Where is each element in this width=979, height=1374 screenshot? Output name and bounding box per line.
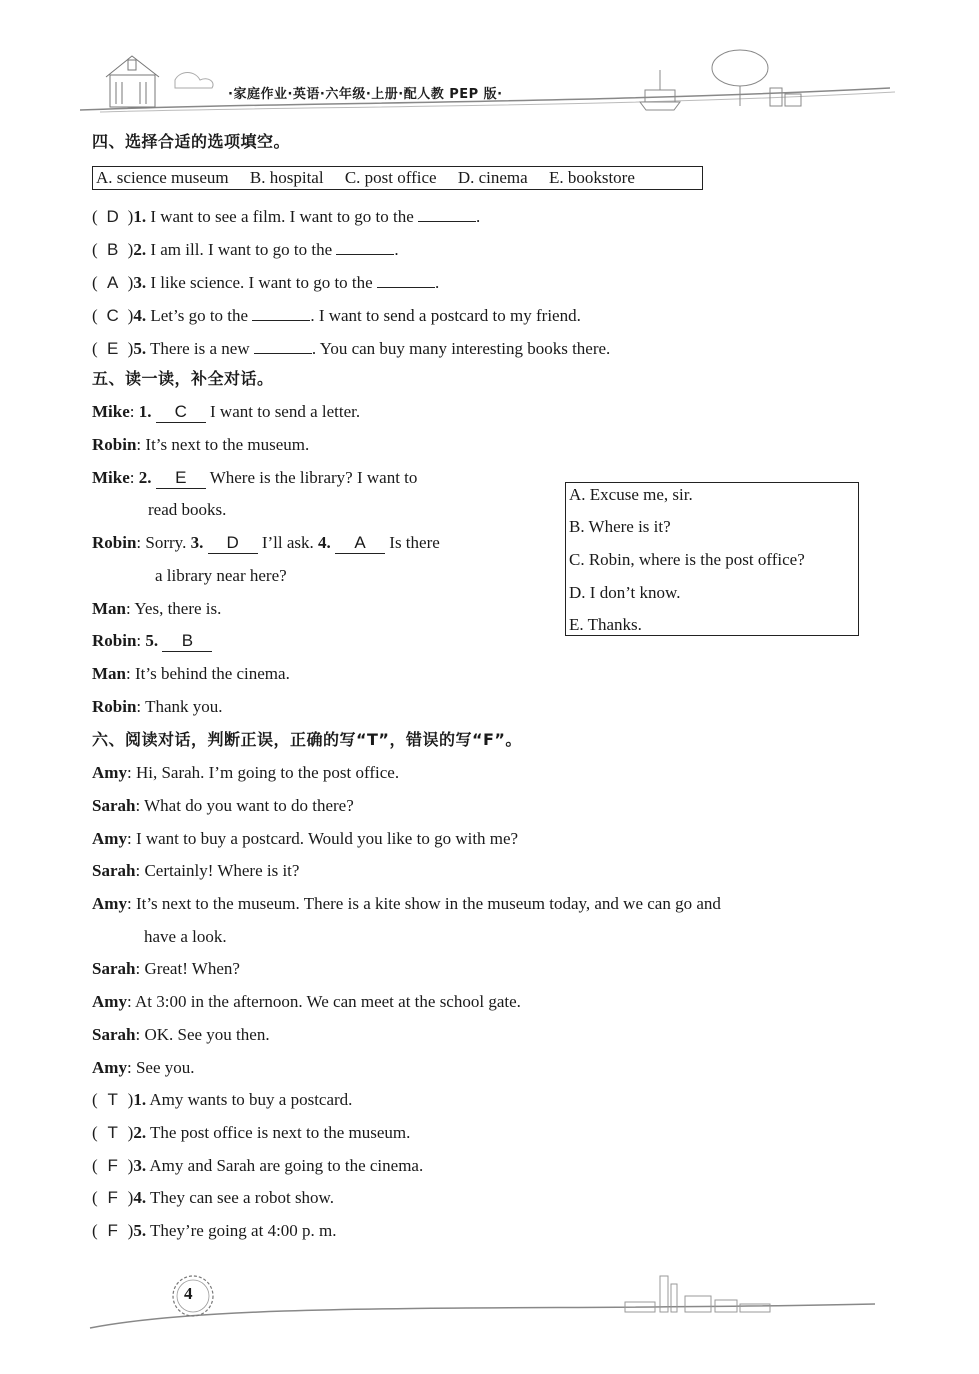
question-text: I like science. I want to go to the: [146, 273, 377, 292]
dialogue-line: Sarah: What do you want to do there?: [92, 796, 354, 815]
header-decoration: [80, 40, 900, 120]
speaker: Sarah: [92, 1025, 136, 1044]
dialogue-line: Robin: It’s next to the museum.: [92, 435, 310, 454]
footer-decoration: [85, 1260, 885, 1340]
section6-title: 六、阅读对话，判断正误，正确的写“T”，错误的写“F”。: [92, 730, 522, 749]
speaker: Mike: [92, 468, 130, 487]
question-row: ( D )1. I want to see a film. I want to go to the .: [92, 203, 480, 227]
question-text: Let’s go to the: [146, 306, 253, 325]
answer-mark[interactable]: F: [107, 1221, 118, 1240]
question-number: 3.: [133, 273, 147, 292]
page-number: 4: [184, 1284, 193, 1303]
question-number: 5.: [133, 1221, 147, 1240]
speaker: Amy: [92, 763, 127, 782]
speaker: Robin: [92, 533, 137, 552]
dialogue-text: See you.: [135, 1058, 195, 1077]
speaker: Sarah: [92, 796, 136, 815]
dialogue-line: Amy: Hi, Sarah. I’m going to the post office.: [92, 763, 400, 782]
question-text: They’re going at 4:00 p. m.: [146, 1221, 337, 1240]
blank-number: 3.: [190, 533, 204, 552]
dialogue-line: Sarah: Certainly! Where is it?: [92, 861, 300, 880]
question-text: The post office is next to the museum.: [146, 1123, 411, 1142]
answer-blank[interactable]: [377, 269, 435, 288]
dialogue-answer[interactable]: D: [208, 533, 258, 554]
answer-mark[interactable]: C: [106, 306, 119, 325]
question-text: I am ill. I want to go to the: [146, 240, 337, 259]
dialogue-line: Man: Yes, there is.: [92, 599, 222, 618]
dialogue-line-continued: have a look.: [144, 927, 227, 946]
blank-number: 2.: [138, 468, 152, 487]
dialogue-line: Robin: Sorry. 3. D I’ll ask. 4. A Is there: [92, 533, 440, 552]
judgement-row: ( T )2. The post office is next to the museum.: [92, 1121, 410, 1145]
judgement-row: ( F )3. Amy and Sarah are going to the cinema.: [92, 1154, 423, 1178]
dialogue-text: What do you want to do there?: [144, 796, 354, 815]
speaker: Robin: [92, 697, 137, 716]
question-row: ( C )4. Let’s go to the . I want to send a postcard to my friend.: [92, 302, 581, 326]
dialogue-answer[interactable]: C: [156, 402, 206, 423]
judgement-row: ( F )5. They’re going at 4:00 p. m.: [92, 1219, 337, 1243]
judgement-row: ( T )1. Amy wants to buy a postcard.: [92, 1088, 352, 1112]
word-bank: [92, 166, 703, 190]
dialogue-options-box: [565, 482, 859, 636]
dialogue-option: C. Robin, where is the post office?: [569, 550, 805, 569]
dialogue-option: E. Thanks.: [569, 615, 642, 634]
word-bank-option: B. hospital: [249, 168, 324, 187]
dialogue-text: OK. See you then.: [144, 1025, 270, 1044]
speaker: Amy: [92, 894, 127, 913]
speaker: Sarah: [92, 959, 136, 978]
blank-number: 1.: [138, 402, 152, 421]
answer-blank[interactable]: [254, 335, 312, 354]
speaker: Mike: [92, 402, 130, 421]
answer-mark[interactable]: A: [107, 273, 119, 292]
speaker: Man: [92, 599, 126, 618]
speaker: Robin: [92, 435, 137, 454]
dialogue-text: I want to buy a postcard. Would you like to go with me?: [135, 829, 519, 848]
dialogue-text: Certainly! Where is it?: [144, 861, 300, 880]
dialogue-answer[interactable]: E: [156, 468, 206, 489]
question-number: 5.: [133, 339, 147, 358]
dialogue-text: I want to send a letter.: [205, 402, 361, 421]
dialogue-line: Mike: 2. E Where is the library? I want to: [92, 468, 418, 487]
section4-title: 四、选择合适的选项填空。: [92, 132, 291, 151]
question-row: ( E )5. There is a new . You can buy many interesting books there.: [92, 335, 610, 359]
dialogue-option: A. Excuse me, sir.: [569, 485, 693, 504]
question-text-end: . I want to send a postcard to my friend.: [310, 306, 581, 325]
dialogue-text: Hi, Sarah. I’m going to the post office.: [135, 763, 400, 782]
question-number: 4.: [133, 1188, 147, 1207]
word-bank-option: C. post office: [344, 168, 437, 187]
dialogue-text: Sorry.: [145, 533, 191, 552]
word-bank-option: E. bookstore: [548, 168, 635, 187]
answer-blank[interactable]: [418, 203, 476, 222]
question-number: 4.: [133, 306, 147, 325]
answer-blank[interactable]: [336, 236, 394, 255]
header-title: ·家庭作业·英语·六年级·上册·配人教 PEP 版·: [228, 87, 503, 102]
dialogue-line: Mike: 1. C I want to send a letter.: [92, 402, 361, 421]
answer-mark[interactable]: F: [107, 1156, 118, 1175]
dialogue-line: Sarah: OK. See you then.: [92, 1025, 270, 1044]
dialogue-line: Robin: 5. B: [92, 629, 212, 653]
dialogue-text: Where is the library? I want to: [205, 468, 418, 487]
word-bank-option: D. cinema: [457, 168, 528, 187]
speaker: Sarah: [92, 861, 136, 880]
dialogue-text: At 3:00 in the afternoon. We can meet at the school gate.: [135, 992, 521, 1011]
answer-blank[interactable]: [252, 302, 310, 321]
dialogue-line: Robin: Thank you.: [92, 697, 223, 716]
dialogue-text: It’s next to the museum.: [145, 435, 310, 454]
dialogue-answer[interactable]: A: [335, 533, 385, 554]
word-bank-option: A. science museum: [96, 168, 229, 187]
question-text-end: .: [476, 207, 481, 226]
dialogue-answer[interactable]: B: [162, 631, 212, 652]
question-text: They can see a robot show.: [146, 1188, 334, 1207]
speaker: Amy: [92, 1058, 127, 1077]
blank-number: 4.: [318, 533, 331, 552]
question-text: There is a new: [146, 339, 254, 358]
question-text: I want to see a film. I want to go to the: [146, 207, 419, 226]
answer-mark[interactable]: E: [107, 339, 119, 358]
answer-mark[interactable]: B: [107, 240, 119, 259]
dialogue-line: Man: It’s behind the cinema.: [92, 664, 290, 683]
question-text-end: . You can buy many interesting books there.: [311, 339, 611, 358]
dialogue-line-continued: a library near here?: [155, 566, 287, 585]
blank-number: 5.: [145, 631, 159, 650]
question-number: 3.: [133, 1156, 147, 1175]
dialogue-text: Thank you.: [145, 697, 223, 716]
dialogue-option: D. I don’t know.: [569, 583, 681, 602]
question-text-end: .: [434, 273, 440, 292]
dialogue-text: I’ll ask.: [257, 533, 319, 552]
dialogue-text: Great! When?: [144, 959, 240, 978]
dialogue-text: It’s behind the cinema.: [134, 664, 290, 683]
answer-mark[interactable]: D: [106, 207, 119, 226]
question-text: Amy and Sarah are going to the cinema.: [146, 1156, 424, 1175]
answer-mark[interactable]: F: [107, 1188, 118, 1207]
dialogue-line: Sarah: Great! When?: [92, 959, 240, 978]
answer-mark[interactable]: T: [107, 1123, 118, 1142]
question-number: 2.: [133, 240, 147, 259]
question-text-end: .: [394, 240, 399, 259]
speaker: Robin: [92, 631, 137, 650]
speaker: Man: [92, 664, 126, 683]
question-row: ( B )2. I am ill. I want to go to the .: [92, 236, 399, 260]
dialogue-line: Amy: At 3:00 in the afternoon. We can meet at the school gate.: [92, 992, 521, 1011]
question-row: ( A )3. I like science. I want to go to the .: [92, 269, 439, 293]
section5-title: 五、读一读，补全对话。: [92, 369, 274, 388]
dialogue-line: Amy: I want to buy a postcard. Would you like to go with me?: [92, 829, 519, 848]
question-number: 2.: [133, 1123, 147, 1142]
dialogue-text: Yes, there is.: [134, 599, 222, 618]
speaker: Amy: [92, 829, 127, 848]
speaker: Amy: [92, 992, 127, 1011]
dialogue-line-continued: read books.: [148, 500, 227, 519]
judgement-row: ( F )4. They can see a robot show.: [92, 1186, 334, 1210]
dialogue-text: It’s next to the museum. There is a kite show in the museum today, and we can go and: [135, 894, 721, 913]
dialogue-text: Is there: [385, 533, 440, 552]
question-number: 1.: [133, 1090, 147, 1109]
dialogue-option: B. Where is it?: [569, 517, 671, 536]
question-text: Amy wants to buy a postcard.: [146, 1090, 353, 1109]
question-number: 1.: [133, 207, 147, 226]
dialogue-line: Amy: See you.: [92, 1058, 195, 1077]
dialogue-line: Amy: It’s next to the museum. There is a kite show in the museum today, and we can go and: [92, 894, 721, 913]
answer-mark[interactable]: T: [107, 1090, 118, 1109]
